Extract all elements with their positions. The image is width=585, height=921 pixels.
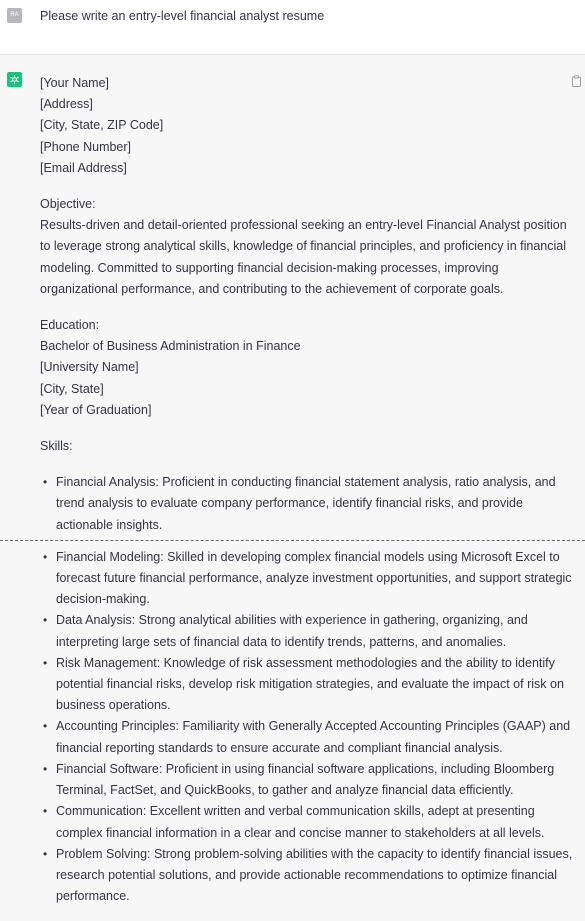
skill-line: Communication: Excellent written and verbal communication skills, adept at presenting [56,804,535,819]
skills-list-continued [40,547,573,907]
skill-item: • Risk Management: Knowledge of risk assessment methodologies and the ability to identify potential financial risks, develop risk mitigation strategies, and evaluate the impact of risk on business operations. [40,653,565,717]
skill-line: Accounting Principles: Familiarity with Generally Accepted Accounting Principles (GAAP) and [56,719,571,734]
skill-line: Financial Modeling: Skilled in developing complex financial models using Microsoft Excel to [56,549,560,564]
skills-list [40,472,565,536]
skill-line: Problem Solving: Strong problem-solving abilities with the capacity to identify financial issues, [56,846,573,861]
objective-line: Results-driven and detail-oriented professional seeking an entry-level Financial Analyst position [40,218,567,233]
skill-item: • Communication: Excellent written and verbal communication skills, adept at presenting complex financial information in a clear and concise manner to stakeholders at all levels. [40,801,565,843]
skill-line: complex financial information in a clear and concise manner to stakeholders at all levels. [56,825,545,840]
user-message-text: Please write an entry-level financial analyst resume [40,9,325,23]
skill-line: potential financial risks, develop risk mitigation strategies, and evaluate the impact of risk on [56,677,564,692]
skill-line: Financial Software: Proficient in using financial software applications, including Bloomberg [56,761,555,776]
skill-line: trend analysis to evaluate company performance, identify financial risks, and provide [56,496,523,511]
skill-line: business operations. [56,698,171,713]
education-label: Education: [40,318,100,333]
skill-item: • Financial Software: Proficient in using financial software applications, including Bloomberg Terminal, FactSet, and QuickBooks, to gather and analyze financial data efficiently. [40,759,565,801]
education-section [40,315,565,421]
user-avatar: RA [7,8,22,23]
contact-block [40,73,565,179]
user-message-row [0,0,585,55]
assistant-response [40,73,573,907]
your-name-line: [Your Name] [40,76,110,90]
skills-label: Skills: [40,439,73,454]
skill-item: • Data Analysis: Strong analytical abilities with experience in gathering, organizing, and interpreting large sets of financial data to identify trends, patterns, and anomalies. [40,610,565,652]
skill-line: performance. [56,889,130,904]
city-state-line: [City, State] [40,381,104,396]
objective-section [40,194,565,300]
objective-line: to leverage strong analytical skills, knowledge of financial principles, and proficiency in financial [40,239,566,254]
degree-line: Bachelor of Business Administration in Finance [40,339,301,354]
clipboard-icon[interactable] [571,75,583,87]
objective-line: modeling. Committed to supporting financial decision-making processes, improving [40,260,499,275]
objective-label: Objective: [40,197,96,212]
screenshot-seam-divider [0,540,585,541]
skill-item: • Problem Solving: Strong problem-solving abilities with the capacity to identify financial issues, research potential solutions, and provide actionable recommendations to optimize financial performance. [40,844,565,908]
skill-line: financial reporting standards to ensure accurate and compliant financial analysis. [56,740,503,755]
skill-line: Risk Management: Knowledge of risk assessment methodologies and the ability to identify [56,655,555,670]
skill-line: Data Analysis: Strong analytical abilities with experience in gathering, organizing, and [56,613,528,628]
email-line: [Email Address] [40,160,127,175]
city-state-zip-line: [City, State, ZIP Code] [40,118,164,133]
address-line: [Address] [40,97,93,112]
skill-item: • Financial Modeling: Skilled in developing complex financial models using Microsoft Excel to forecast future financial performance, analyze investment opportunities, and support strategic decision-making. [40,547,565,611]
university-line: [University Name] [40,360,139,375]
openai-logo-icon [7,72,22,87]
skill-line: forecast future financial performance, analyze investment opportunities, and support strategic [56,571,572,586]
skill-line: Financial Analysis: Proficient in conducting financial statement analysis, ratio analysis, and [56,475,556,490]
graduation-year-line: [Year of Graduation] [40,402,152,417]
assistant-message-row [0,55,585,921]
objective-line: organizational performance, and contributing to the achievement of corporate goals. [40,281,504,296]
skill-item: • Accounting Principles: Familiarity with Generally Accepted Accounting Principles (GAAP) and financial reporting standards to ensure accurate and compliant financial analysis. [40,716,565,758]
skill-line: interpreting large sets of financial data to identify trends, patterns, and anomalies. [56,634,507,649]
skill-line: actionable insights. [56,517,163,532]
phone-line: [Phone Number] [40,139,132,154]
skill-item: • Financial Analysis: Proficient in conducting financial statement analysis, ratio analysis, and trend analysis to evaluate company performance, identify financial risks, and provide actionable insights. [40,472,565,536]
skill-line: decision-making. [56,592,150,607]
skill-line: research potential solutions, and provide actionable recommendations to optimize financial [56,867,557,882]
skill-line: Terminal, FactSet, and QuickBooks, to gather and analyze financial data efficiently. [56,783,514,798]
